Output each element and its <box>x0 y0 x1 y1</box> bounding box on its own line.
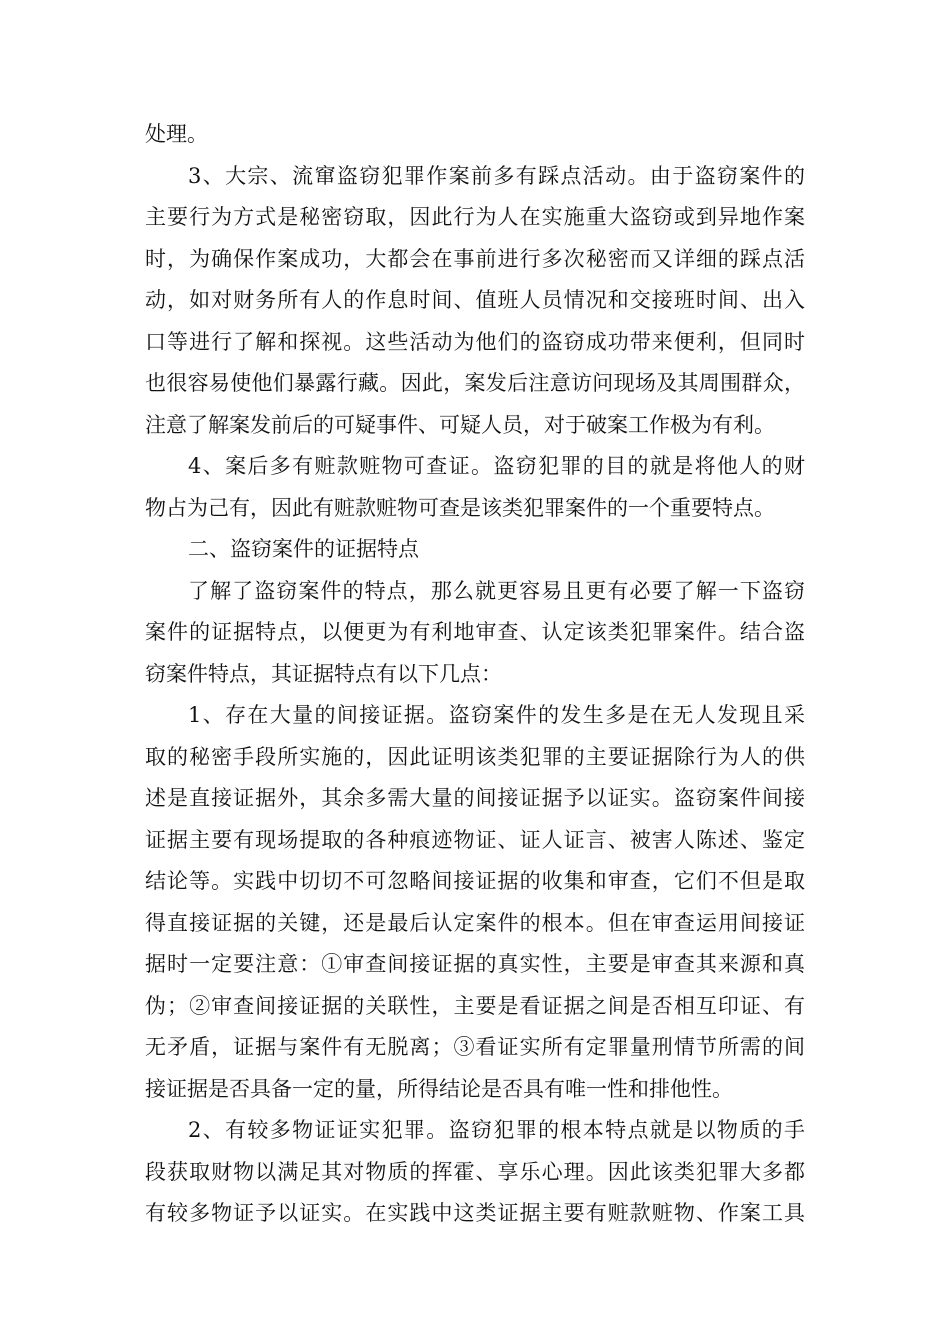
text-line: 了解了盗窃案件的特点，那么就更容易且更有必要了解一下盗窃 <box>188 579 805 603</box>
text-line: 处理。 <box>145 122 208 146</box>
text-line: 结论等。实践中切切不可忽略间接证据的收集和审查，它们不但是取 <box>145 869 805 893</box>
text-line: 得直接证据的关键，还是最后认定案件的根本。但在审查运用间接证 <box>145 911 805 935</box>
text-line: 段获取财物以满足其对物质的挥霍、享乐心理。因此该类犯罪大多都 <box>145 1160 805 1184</box>
text-line: 时，为确保作案成功，大都会在事前进行多次秘密而又详细的踩点活 <box>145 247 805 271</box>
text-line: 动，如对财务所有人的作息时间、值班人员情况和交接班时间、出入 <box>145 288 805 312</box>
text-line: 主要行为方式是秘密窃取，因此行为人在实施重大盗窃或到异地作案 <box>145 205 805 229</box>
text-line: 1、存在大量的间接证据。盗窃案件的发生多是在无人发现且采 <box>188 703 805 727</box>
text-line: 注意了解案发前后的可疑事件、可疑人员，对于破案工作极为有利。 <box>145 413 775 437</box>
section-heading: 二、盗窃案件的证据特点 <box>188 537 419 561</box>
text-line: 伪；②审查间接证据的关联性，主要是看证据之间是否相互印证、有 <box>145 994 805 1018</box>
text-line: 2、有较多物证证实犯罪。盗窃犯罪的根本特点就是以物质的手 <box>188 1118 805 1142</box>
text-line: 有较多物证予以证实。在实践中这类证据主要有赃款赃物、作案工具 <box>145 1201 805 1225</box>
text-line: 物占为己有，因此有赃款赃物可查是该类犯罪案件的一个重要特点。 <box>145 496 775 520</box>
text-line: 案件的证据特点，以便更为有利地审查、认定该类犯罪案件。结合盗 <box>145 620 805 644</box>
text-line: 接证据是否具备一定的量，所得结论是否具有唯一性和排他性。 <box>145 1077 733 1101</box>
text-line: 据时一定要注意：①审查间接证据的真实性，主要是审查其来源和真 <box>145 952 805 976</box>
text-line: 证据主要有现场提取的各种痕迹物证、证人证言、被害人陈述、鉴定 <box>145 828 805 852</box>
text-line: 述是直接证据外，其余多需大量的间接证据予以证实。盗窃案件间接 <box>145 786 805 810</box>
text-line: 窃案件特点，其证据特点有以下几点： <box>145 662 502 686</box>
text-line: 无矛盾，证据与案件有无脱离；③看证实所有定罪量刑情节所需的间 <box>145 1035 805 1059</box>
text-line: 3、大宗、流窜盗窃犯罪作案前多有踩点活动。由于盗窃案件的 <box>188 164 805 188</box>
text-line: 取的秘密手段所实施的，因此证明该类犯罪的主要证据除行为人的供 <box>145 745 805 769</box>
text-line: 4、案后多有赃款赃物可查证。盗窃犯罪的目的就是将他人的财 <box>188 454 805 478</box>
text-line: 口等进行了解和探视。这些活动为他们的盗窃成功带来便利，但同时 <box>145 330 805 354</box>
text-line: 也很容易使他们暴露行藏。因此，案发后注意访问现场及其周围群众， <box>145 371 805 395</box>
